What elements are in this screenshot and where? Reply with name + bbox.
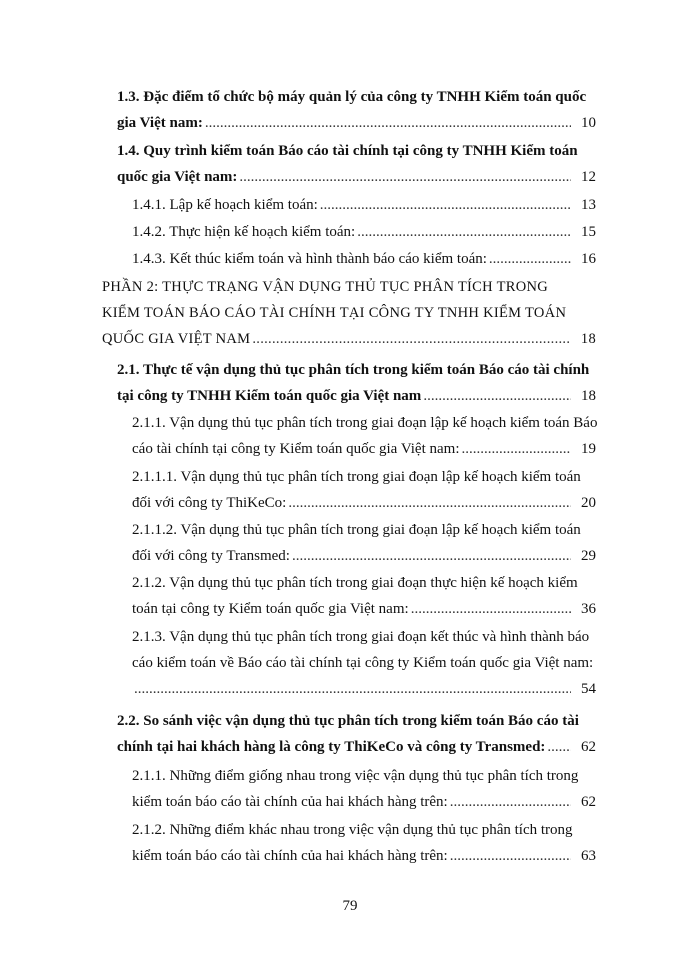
dot-leader bbox=[320, 192, 571, 218]
dot-leader bbox=[205, 110, 571, 136]
dot-leader bbox=[134, 676, 571, 702]
toc-entry-1-4-1[interactable] bbox=[132, 192, 596, 218]
toc-entry-2-1-1-1[interactable] bbox=[132, 464, 596, 516]
toc-entry-2-1-2[interactable] bbox=[132, 570, 596, 622]
toc-entry-text: đối với công ty Transmed: bbox=[132, 548, 290, 564]
toc-entry-text: 2.1.1.1. Vận dụng thủ tục phân tích trong giai đoạn lập kế hoạch kiểm toán bbox=[132, 469, 581, 485]
toc-entry-text: cáo tài chính tại công ty Kiểm toán quốc gia Việt nam: bbox=[132, 441, 460, 457]
toc-entry-1-3[interactable] bbox=[117, 84, 596, 136]
toc-entry-text: chính tại hai khách hàng là công ty ThiKeCo và công ty Transmed: bbox=[117, 739, 546, 755]
toc-entry-text: 2.1.1. Vận dụng thủ tục phân tích trong giai đoạn lập kế hoạch kiểm toán Báo bbox=[132, 415, 598, 431]
toc-entry-text: KIỂM TOÁN BÁO CÁO TÀI CHÍNH TẠI CÔNG TY TNHH KIỂM TOÁN bbox=[102, 305, 567, 321]
toc-entry-2-2-1[interactable] bbox=[132, 763, 596, 815]
toc-entry-1-4-2[interactable] bbox=[132, 219, 596, 245]
toc-entry-text: quốc gia Việt nam: bbox=[117, 169, 238, 185]
toc-page-number: 15 bbox=[581, 224, 596, 240]
toc-page-number: 12 bbox=[581, 169, 596, 185]
toc-page-number: 16 bbox=[581, 251, 596, 267]
toc-entry-text: gia Việt nam: bbox=[117, 115, 203, 131]
toc-entry-text: 1.4.3. Kết thúc kiểm toán và hình thành báo cáo kiểm toán: bbox=[132, 251, 487, 267]
toc-entry-2-1-1[interactable] bbox=[132, 410, 596, 462]
toc-entry-text: 1.4.1. Lập kế hoạch kiểm toán: bbox=[132, 197, 318, 213]
toc-page-number: 62 bbox=[581, 739, 596, 755]
toc-page-number: 19 bbox=[581, 441, 596, 457]
toc-entry-text: 1.4. Quy trình kiểm toán Báo cáo tài chính tại công ty TNHH Kiểm toán bbox=[117, 143, 578, 159]
toc-entry-text: toán tại công ty Kiểm toán quốc gia Việt nam: bbox=[132, 601, 409, 617]
toc-entry-text: QUỐC GIA VIỆT NAM bbox=[102, 331, 251, 347]
toc-page-number: 54 bbox=[581, 681, 596, 697]
toc-entry-text: 2.2. So sánh việc vận dụng thủ tục phân tích trong kiểm toán Báo cáo tài bbox=[117, 713, 579, 729]
dot-leader bbox=[252, 326, 571, 352]
dot-leader bbox=[461, 436, 571, 462]
dot-leader bbox=[357, 219, 571, 245]
toc-entry-text: kiểm toán báo cáo tài chính của hai khách hàng trên: bbox=[132, 794, 448, 810]
toc-entry-2-2[interactable] bbox=[117, 708, 596, 760]
toc-entry-text: 1.4.2. Thực hiện kế hoạch kiểm toán: bbox=[132, 224, 356, 240]
toc-page-number: 36 bbox=[581, 601, 596, 617]
toc-page-number: 20 bbox=[581, 495, 596, 511]
dot-leader bbox=[547, 734, 571, 760]
dot-leader bbox=[411, 596, 571, 622]
toc-entry-text: 2.1.1.2. Vận dụng thủ tục phân tích trong giai đoạn lập kế hoạch kiểm toán bbox=[132, 522, 581, 538]
toc-page-number: 13 bbox=[581, 197, 596, 213]
dot-leader bbox=[288, 490, 571, 516]
toc-entry-text: 2.1. Thực tế vận dụng thủ tục phân tích trong kiểm toán Báo cáo tài chính bbox=[117, 362, 590, 378]
toc-entry-text: tại công ty TNHH Kiểm toán quốc gia Việt nam bbox=[117, 388, 422, 404]
toc-entry-text: PHẦN 2: THỰC TRẠNG VẬN DỤNG THỦ TỤC PHÂN TÍCH TRONG bbox=[102, 279, 549, 295]
toc-page-number: 62 bbox=[581, 794, 596, 810]
toc-page-number: 29 bbox=[581, 548, 596, 564]
toc-page-number: 18 bbox=[580, 331, 596, 347]
toc-entry-text: 2.1.2. Những điểm khác nhau trong việc vận dụng thủ tục phân tích trong bbox=[132, 822, 573, 838]
dot-leader bbox=[489, 246, 571, 272]
toc-entry-text: kiểm toán báo cáo tài chính của hai khách hàng trên: bbox=[132, 848, 448, 864]
toc-entry-text: 2.1.3. Vận dụng thủ tục phân tích trong giai đoạn kết thúc và hình thành báo bbox=[132, 629, 590, 645]
dot-leader bbox=[450, 789, 571, 815]
toc-entry-1-4[interactable] bbox=[117, 138, 596, 190]
toc-entry-text: đối với công ty ThiKeCo: bbox=[132, 495, 287, 511]
toc-entry-2-1-1-2[interactable] bbox=[132, 517, 596, 569]
toc-entry-text: 2.1.2. Vận dụng thủ tục phân tích trong giai đoạn thực hiện kế hoạch kiểm bbox=[132, 575, 578, 591]
dot-leader bbox=[423, 383, 571, 409]
toc-page-number: 63 bbox=[581, 848, 596, 864]
toc-entry-2-1[interactable] bbox=[117, 357, 596, 409]
toc-entry-part-2[interactable] bbox=[102, 274, 596, 352]
dot-leader bbox=[239, 164, 571, 190]
toc-entry-1-4-3[interactable] bbox=[132, 246, 596, 272]
toc-page-number: 10 bbox=[581, 115, 596, 131]
page-footer-number: 79 bbox=[342, 898, 358, 914]
toc-page-number: 18 bbox=[581, 388, 596, 404]
toc-entry-2-2-2[interactable] bbox=[132, 817, 596, 869]
dot-leader bbox=[450, 843, 571, 869]
toc-entry-text: 1.3. Đặc điểm tổ chức bộ máy quản lý của công ty TNHH Kiểm toán quốc bbox=[117, 89, 587, 105]
toc-entry-text: 2.1.1. Những điểm giống nhau trong việc vận dụng thủ tục phân tích trong bbox=[132, 768, 579, 784]
dot-leader bbox=[292, 543, 571, 569]
toc-entry-2-1-3[interactable] bbox=[132, 624, 596, 702]
toc-entry-text: cáo kiểm toán về Báo cáo tài chính tại công ty Kiểm toán quốc gia Việt nam: bbox=[132, 655, 594, 671]
